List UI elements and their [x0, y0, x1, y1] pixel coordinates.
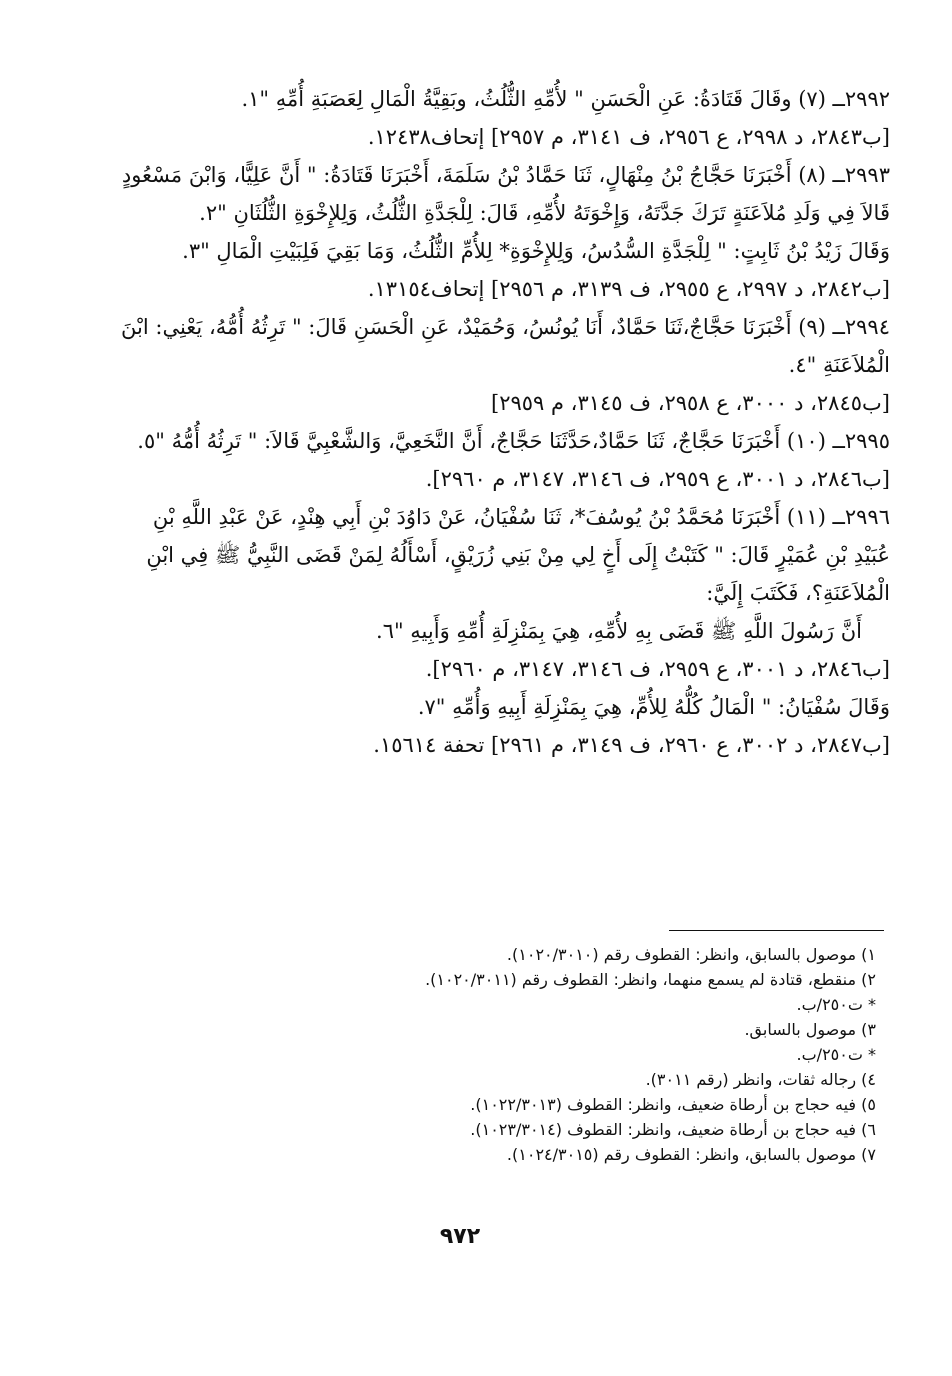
hadith-2994-continuation: الْمُلاَعَنَةِ "٤.	[788, 353, 890, 377]
footnotes	[316, 942, 876, 1167]
footnote: ٧) موصول بالسابق، وانظر: القطوف رقم (١٠٢٤/٣٠١٥).	[506, 1145, 876, 1164]
zaid-statement-line: وَقَالَ زَيْدُ بْنُ ثَابِتٍ: " لِلْجَدَّةِ السُّدُسُ، وَلِلإِخْوَةِ* لِلأُمِّ الثُّلُثُ، وَمَا بَقِيَ فَلِبَيْتِ الْمَالِ "٣.	[182, 239, 890, 263]
reference-line: [ب٢٨٤٧، د ٣٠٠٢، ع ٢٩٦٠، ف ٣١٤٩، م ٢٩٦١] تحفة ١٥٦١٤.	[373, 733, 890, 757]
footnote: ٤) رجاله ثقات، وانظر (رقم ٣٠١١).	[645, 1070, 876, 1089]
hadith-2996-continuation: عُبَيْدِ بْنِ عُمَيْرٍ قَالَ: " كَتَبْتُ إِلَى أَخٍ لِي مِنْ بَنِي زُرَيْقٍ، أَسْأَلُهُ لِمَنْ قَضَى النَّبِيُّ ﷺ فِي ابْنِ	[146, 543, 890, 567]
footnote-marker: * ت٢٥٠/ب.	[796, 995, 876, 1014]
footnote: ١) موصول بالسابق، وانظر: القطوف رقم (١٠٢٠/٣٠١٠).	[506, 945, 876, 964]
page-number: ٩٧٢	[439, 1224, 481, 1249]
hadith-2994-line: ٢٩٩٤ــ (٩) أَخْبَرَنَا حَجَّاجٌ،ثَنَا حَمَّادٌ، أَنَا يُونُسُ، وَحُمَيْدٌ، عَنِ الْحَسَنِ قَالَ: " تَرِثُهُ أُمُّهُ، يَعْنِي: ابْنَ	[121, 315, 890, 339]
footnote: ٣) موصول بالسابق.	[744, 1020, 876, 1039]
reference-line: [ب٢٨٤٦، د ٣٠٠١، ع ٢٩٥٩، ف ٣١٤٦، ٣١٤٧، م ٢٩٦٠].	[425, 467, 890, 491]
footnote: ٦) فيه حجاج بن أرطاة ضعيف، وانظر: القطوف (١٠٢٣/٣٠١٤).	[470, 1120, 876, 1139]
footnote-marker: * ت٢٥٠/ب.	[796, 1045, 876, 1064]
hadith-2996-line: ٢٩٩٦ــ (١١) أَخْبَرَنَا مُحَمَّدُ بْنُ يُوسُفَ*، ثَنَا سُفْيَانُ، عَنْ دَاوُدَ بْنِ أَبِي هِنْدٍ، عَنْ عَبْدِ اللَّهِ بْنِ	[152, 505, 890, 529]
hadith-2996-quote: أَنَّ رَسُولَ اللَّهِ ﷺ قَضَى بِهِ لأُمِّهِ، هِيَ بِمَنْزِلَةِ أُمِّهِ وَأَبِيهِ "٦.	[376, 619, 862, 643]
sufyan-statement-line: وَقَالَ سُفْيَانُ: " الْمَالُ كُلُّهُ لِلأُمِّ، هِيَ بِمَنْزِلَةِ أَبِيهِ وَأُمِّهِ "٧.	[417, 695, 890, 719]
hadith-2996-continuation: الْمُلاَعَنَةِ؟، فَكَتَبَ إِلَيَّ:	[706, 581, 890, 605]
hadith-2993-line: ٢٩٩٣ــ (٨) أَخْبَرَنَا حَجَّاجُ بْنُ مِنْهَالٍ، ثَنَا حَمَّادُ بْنُ سَلَمَةَ، أَخْبَرَنَا قَتَادَةُ: " أَنَّ عَلِيًّا، وَابْنَ مَسْعُودٍ	[121, 163, 890, 187]
footnote: ٥) فيه حجاج بن أرطاة ضعيف، وانظر: القطوف (١٠٢٢/٣٠١٣).	[470, 1095, 876, 1114]
reference-line: [ب٢٨٤٥، د ٣٠٠٠، ع ٢٩٥٨، ف ٣١٤٥، م ٢٩٥٩]	[491, 391, 890, 415]
main-text	[68, 80, 890, 764]
reference-line: [ب٢٨٤٣، د ٢٩٩٨، ع ٢٩٥٦، ف ٣١٤١، م ٢٩٥٧] إتحاف١٢٤٣٨.	[367, 125, 890, 149]
footnote: ٢) منقطع، قتادة لم يسمع منهما، وانظر: القطوف رقم (١٠٢٠/٣٠١١).	[425, 970, 876, 989]
hadith-2993-continuation: قَالاَ فِي وَلَدِ مُلاَعَنَةٍ تَرَكَ جَدَّتَهُ، وَإِخْوَتَهُ لأُمِّهِ، قَالَ: لِلْجَدَّةِ الثُّلُثُ، وَلِلإِخْوَةِ الثُّلُثَانِ "٢.	[199, 201, 890, 225]
hadith-2995-line: ٢٩٩٥ــ (١٠) أَخْبَرَنَا حَجَّاجٌ، ثَنَا حَمَّادٌ،حَدَّثَنَا حَجَّاجٌ، أَنَّ النَّخَعِيَّ، وَالشَّعْبِيَّ قَالاَ: " تَرِثُهُ أُمُّهُ "٥.	[137, 429, 890, 453]
hadith-2992-line: ٢٩٩٢ــ (٧) وقَالَ قَتَادَةُ: عَنِ الْحَسَنِ " لأُمِّهِ الثُّلُثُ، وبَقِيَّةُ الْمَالِ لِعَصَبَةِ أُمِّهِ "١.	[241, 87, 890, 111]
reference-line: [ب٢٨٤٦، د ٣٠٠١، ع ٢٩٥٩، ف ٣١٤٦، ٣١٤٧، م ٢٩٦٠].	[425, 657, 890, 681]
reference-line: [ب٢٨٤٢، د ٢٩٩٧، ع ٢٩٥٥، ف ٣١٣٩، م ٢٩٥٦] إتحاف١٣١٥٤.	[367, 277, 890, 301]
footnote-divider	[669, 930, 884, 931]
